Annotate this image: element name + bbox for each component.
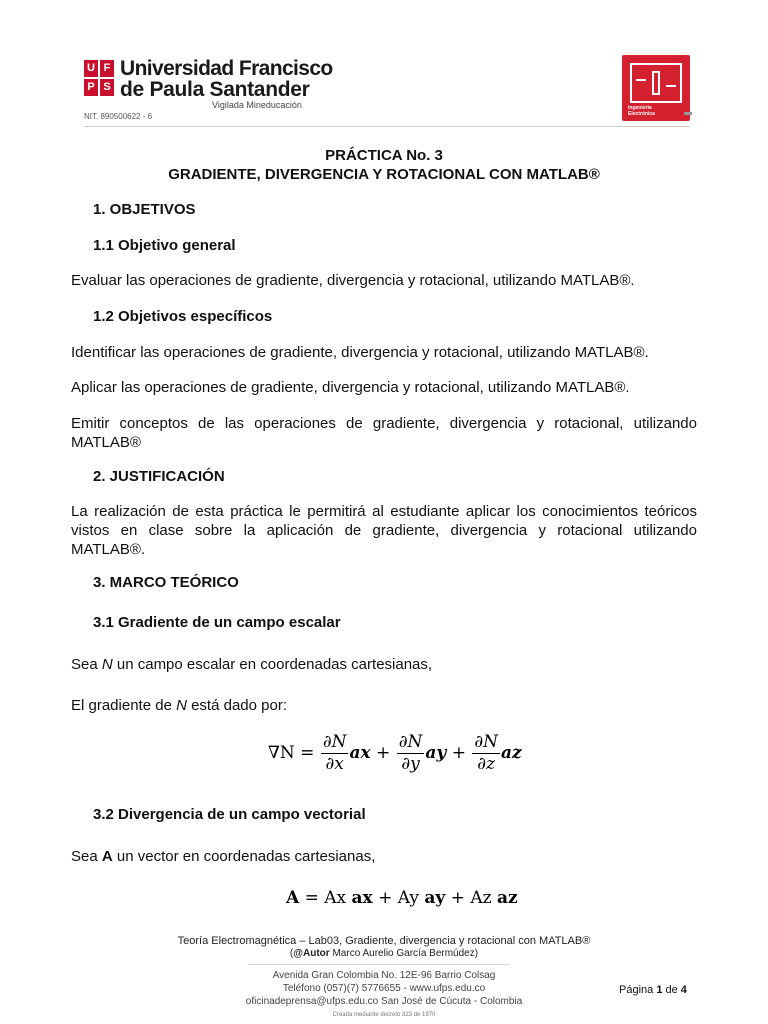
- logo-letter: P: [84, 79, 98, 96]
- justificacion-heading: 2. JUSTIFICACIÓN: [93, 468, 225, 485]
- justificacion-text: La realización de esta práctica le permitirá al estudiante aplicar los conocimientos teóricos vistos en clase sobre la aplicación de gradiente, divergencia y rotacional utilizando MATLAB®.: [71, 503, 697, 558]
- footer-address: Avenida Gran Colombia No. 12E-96 Barrio Colsag: [272, 970, 496, 981]
- especifico-2: Aplicar las operaciones de gradiente, divergencia y rotacional, utilizando MATLAB®.: [71, 379, 630, 396]
- objetivos-especificos-heading: 1.2 Objetivos específicos: [93, 308, 273, 325]
- logo-letter: U: [84, 60, 98, 77]
- footer-author-line: (@Autor Marco Aurelio García Bermúdez): [289, 948, 479, 959]
- footer-phone: Teléfono (057)(7) 5776655 - www.ufps.edu.co: [282, 983, 486, 994]
- especifico-3: Emitir conceptos de las operaciones de gradiente, divergencia y rotacional, utilizando MATLAB®: [71, 415, 697, 451]
- footer-course-line: Teoría Electromagnética – Lab03, Gradiente, divergencia y rotacional con MATLAB®: [177, 935, 591, 947]
- university-name-line1: Universidad Francisco: [120, 57, 333, 80]
- footer-divider: [248, 964, 510, 965]
- badge-label-1: Ingeniería: [628, 105, 652, 111]
- logo-letter: F: [100, 60, 114, 77]
- unit-vector-ax: ax: [349, 743, 371, 763]
- ufps-logo-icon: [84, 60, 116, 98]
- partial-z-fraction: $\frac{\partial N}{\partial z}$: [474, 732, 499, 774]
- practice-title: GRADIENTE, DIVERGENCIA Y ROTACIONAL CON MATLAB®: [168, 166, 600, 183]
- page-number: Página 1 de 4: [619, 984, 687, 996]
- university-name-line2: de Paula Santander: [120, 78, 310, 101]
- gradiente-sentence: El gradiente de N está dado por:: [71, 697, 287, 714]
- university-logo: [84, 57, 333, 110]
- unit-vector-ay: ay: [425, 743, 447, 763]
- logo-letter: S: [100, 79, 114, 96]
- practice-number: PRÁCTICA No. 3: [325, 147, 443, 164]
- sea-n-sentence: Sea N un campo escalar en coordenadas cartesianas,: [71, 656, 433, 673]
- nit-text: NIT. 890500622 - 6: [84, 112, 153, 121]
- ingenieria-electronica-badge: [622, 55, 690, 121]
- gradiente-heading: 3.1 Gradiente de un campo escalar: [93, 614, 341, 631]
- divergencia-heading: 3.2 Divergencia de un campo vectorial: [93, 806, 366, 823]
- badge-accent: [684, 112, 692, 115]
- especifico-1: Identificar las operaciones de gradiente, divergencia y rotacional, utilizando MATLAB®.: [71, 344, 649, 361]
- objetivo-general-text: Evaluar las operaciones de gradiente, divergencia y rotacional, utilizando MATLAB®.: [71, 272, 635, 289]
- circuit-icon: [630, 63, 682, 103]
- objetivos-heading: 1. OBJETIVOS: [93, 201, 196, 218]
- unit-vector-az: az: [501, 743, 522, 763]
- partial-x-fraction: $\frac{\partial N}{\partial x}$: [322, 732, 347, 774]
- vigilada-text: Vigilada Mineducación: [212, 100, 302, 110]
- gradient-equation: ∇N = $\frac{\partial N}{\partial x}$ ax + $\frac{\partial N}{\partial y}$ ay + $\frac{\partial N}{\partial z}$ az: [268, 732, 522, 774]
- objetivo-general-heading: 1.1 Objetivo general: [93, 237, 236, 254]
- marco-teorico-heading: 3. MARCO TEÓRICO: [93, 574, 239, 591]
- footer-decree: Creada mediante decreto 323 de 1970: [332, 1012, 436, 1018]
- footer-email: oficinadeprensa@ufps.edu.co San José de Cúcuta - Colombia: [245, 996, 523, 1007]
- sea-a-sentence: Sea A un vector en coordenadas cartesianas,: [71, 848, 376, 865]
- badge-label-2: Electrónica: [628, 111, 655, 117]
- header-divider: [84, 126, 690, 127]
- vector-equation: A = Ax ax + Ay ay + Az az: [286, 888, 518, 908]
- gradient-lhs: ∇N =: [268, 743, 315, 763]
- partial-y-fraction: $\frac{\partial N}{\partial y}$: [398, 732, 423, 774]
